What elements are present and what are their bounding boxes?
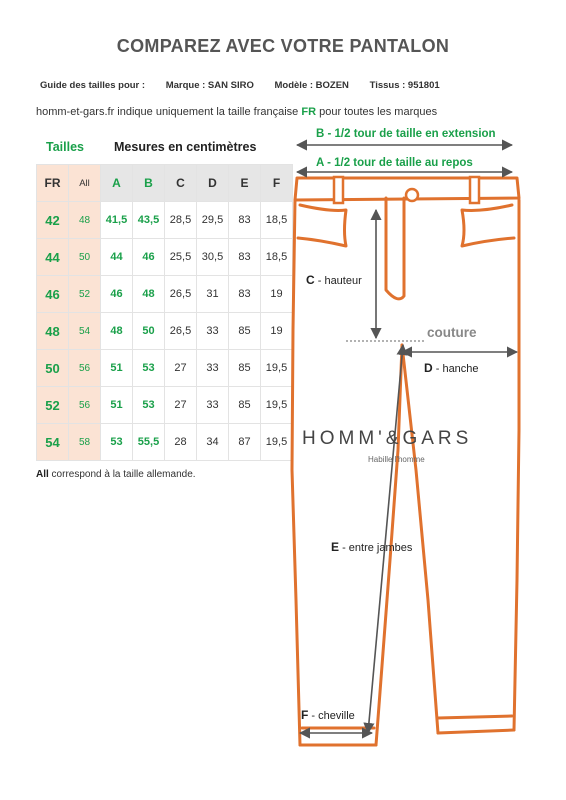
brand-slogan: Habille l'homme	[368, 455, 425, 464]
table-cell: 44	[37, 239, 69, 276]
table-cell: 54	[37, 424, 69, 461]
table-header-cell: F	[261, 165, 293, 202]
brand-logo: HOMM'&GARS	[302, 428, 473, 449]
table-header-cell: B	[133, 165, 165, 202]
table-cell: 44	[101, 239, 133, 276]
table-cell: 56	[69, 350, 101, 387]
table-header-cell: C	[165, 165, 197, 202]
table-cell: 31	[197, 276, 229, 313]
table-cell: 19,5	[261, 424, 293, 461]
table-cell: 54	[69, 313, 101, 350]
guide-tissus: Tissus : 951801	[369, 80, 440, 91]
table-cell: 43,5	[133, 202, 165, 239]
intro-before: homm-et-gars.fr indique uniquement la taille française	[36, 106, 302, 118]
table-cell: 33	[197, 387, 229, 424]
table-cell: 19	[261, 276, 293, 313]
table-cell: 28,5	[165, 202, 197, 239]
label-e: E - entre jambes	[331, 540, 413, 554]
table-cell: 25,5	[165, 239, 197, 276]
page-title: COMPAREZ AVEC VOTRE PANTALON	[116, 36, 450, 56]
table-header-cell: D	[197, 165, 229, 202]
table-cell: 48	[101, 313, 133, 350]
label-d: D - hanche	[424, 361, 479, 375]
table-cell: 83	[229, 276, 261, 313]
label-c: C - hauteur	[306, 273, 362, 287]
all-note-text: correspond à la taille allemande.	[48, 469, 196, 480]
table-cell: 53	[133, 350, 165, 387]
label-f: F - cheville	[301, 708, 355, 722]
table-cell: 19	[261, 313, 293, 350]
table-cell: 56	[69, 387, 101, 424]
label-couture: couture	[427, 325, 477, 340]
mesures-heading: Mesures en centimètres	[114, 140, 257, 154]
table-header-cell: A	[101, 165, 133, 202]
guide-label: Guide des tailles pour :	[40, 80, 146, 91]
intro-fr: FR	[301, 106, 317, 118]
table-cell: 33	[197, 313, 229, 350]
table-cell: 27	[165, 387, 197, 424]
table-cell: 34	[197, 424, 229, 461]
table-cell: 52	[69, 276, 101, 313]
table-cell: 30,5	[197, 239, 229, 276]
table-cell: 50	[133, 313, 165, 350]
table-header-cell: All	[69, 165, 101, 202]
table-cell: 42	[37, 202, 69, 239]
table-cell: 83	[229, 239, 261, 276]
table-cell: 53	[133, 387, 165, 424]
table-cell: 33	[197, 350, 229, 387]
table-cell: 48	[37, 313, 69, 350]
table-cell: 85	[229, 387, 261, 424]
table-cell: 87	[229, 424, 261, 461]
label-a: A - 1/2 tour de taille au repos	[316, 157, 473, 169]
table-cell: 85	[229, 350, 261, 387]
table-cell: 46	[133, 239, 165, 276]
table-cell: 18,5	[261, 239, 293, 276]
table-header-cell: FR	[37, 165, 69, 202]
table-cell: 48	[69, 202, 101, 239]
table-cell: 26,5	[165, 276, 197, 313]
table-cell: 46	[101, 276, 133, 313]
table-header-cell: E	[229, 165, 261, 202]
table-cell: 85	[229, 313, 261, 350]
label-b: B - 1/2 tour de taille en extension	[316, 128, 496, 140]
table-cell: 50	[69, 239, 101, 276]
table-cell: 18,5	[261, 202, 293, 239]
table-cell: 50	[37, 350, 69, 387]
guide-marque: Marque : SAN SIRO	[165, 80, 254, 91]
table-cell: 29,5	[197, 202, 229, 239]
table-cell: 46	[37, 276, 69, 313]
table-cell: 41,5	[101, 202, 133, 239]
table-cell: 83	[229, 202, 261, 239]
table-cell: 55,5	[133, 424, 165, 461]
table-cell: 51	[101, 387, 133, 424]
tailles-heading: Tailles	[46, 140, 84, 154]
guide-modele: Modèle : BOZEN	[274, 80, 349, 91]
table-cell: 51	[101, 350, 133, 387]
table-cell: 58	[69, 424, 101, 461]
intro-after: pour toutes les marques	[316, 106, 438, 118]
table-cell: 19,5	[261, 387, 293, 424]
table-cell: 28	[165, 424, 197, 461]
table-cell: 53	[101, 424, 133, 461]
all-note-bold: All	[36, 469, 49, 480]
table-cell: 26,5	[165, 313, 197, 350]
table-cell: 27	[165, 350, 197, 387]
table-cell: 19,5	[261, 350, 293, 387]
table-cell: 52	[37, 387, 69, 424]
table-cell: 48	[133, 276, 165, 313]
